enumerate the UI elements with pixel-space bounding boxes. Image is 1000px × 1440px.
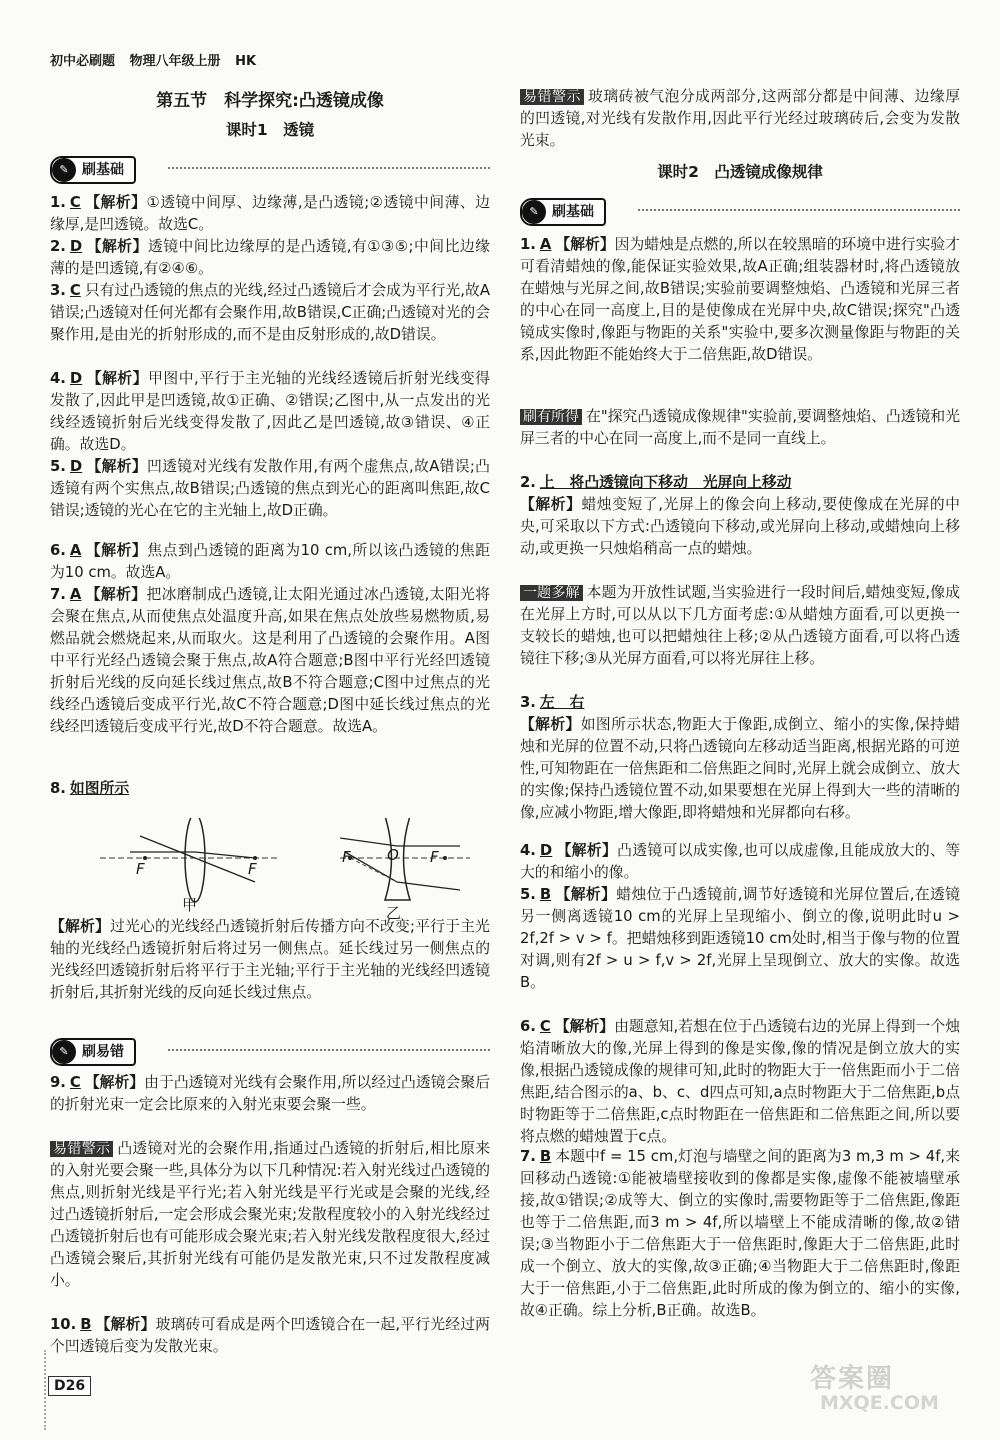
section-basic: ✎ 刷基础 [50, 156, 490, 184]
watermark-logo: 答案圈 [810, 1364, 895, 1394]
warning-note: 易错警示 玻璃砖被气泡分成两部分,这两部分都是中间薄、边缘厚的凹透镜,对光线有发散作用,因此平行光经过玻璃砖后,会变为发散光束。 [520, 88, 960, 149]
answer-item: 9. C 【解析】由于凸透镜对光线有会聚作用,所以经过凸透镜会聚后的折射光束一定会比原来的入射光束要会聚一些。 [50, 1074, 490, 1113]
answer-item: 7. B 本题中f = 15 cm,灯泡与墙壁之间的距离为3 m,3 m > 4f,来回移动凸透镜:①能被墙壁接收到的像都是实像,虚像不能被墙壁承接,故①错误;②成等大、倒立的实像时,需要物距等于二倍焦距,像距也等于二倍焦距,而3 m > 4f,所以墙壁上不能成清晰的像,故②错误;③当物距小于二倍焦距大于一倍焦距时,像距大于二倍焦距,此时成一个倒立、放大的实像,故③正确;④当物距大于二倍焦距时,像距大于一倍焦距,小于二倍焦距,此时所成的像为倒立的、缩小的实像,故④正确。综上分析,B正确。故选B。 [520, 1148, 960, 1319]
answer-item: 7. A 【解析】把冰磨制成凸透镜,让太阳光通过冰凸透镜,太阳光将会聚在焦点,从而使焦点处温度升高,如果在焦点处放些易燃物质,易燃品就会燃烧起来,从而取火。这是利用了凸透镜的会聚作用。A图中平行光经凸透镜会聚于焦点,故A符合题意;B图中平行光经凹透镜折射后光线的反向延长线过焦点,故B不符合题意;C图中过焦点的光线经凸透镜后变成平行光,故C不符合题意;D图中延长线过焦点的光线经凹透镜后变成平行光,故D不符合题意。故选A。 [50, 586, 490, 735]
focus-label: F [248, 860, 257, 878]
multi-solution-note: 一题多解 本题为开放性试题,当实验进行一段时间后,蜡烛变短,像成在光屏上方时,可以从以下几方面考虑:①从蜡烛方面看,可以更换一支较长的蜡烛,也可以把蜡烛往上移;②从凸透镜方面看,可以将凸透镜往下移;③从光屏方面看,可以将光屏往上移。 [520, 584, 960, 667]
answer-item: 2. D 【解析】透镜中间比边缘厚的是凸透镜,有①③⑤;中间比边缘薄的是凹透镜,有②④⑥。 [50, 238, 490, 277]
answer-explanation: 【解析】如图所示状态,物距大于像距,成倒立、缩小的实像,保持蜡烛和光屏的位置不动,只将凸透镜向左移动适当距离,根据光路的可逆性,可知物距在一倍焦距和二倍焦距之间时,光屏上就会成倒立、放大的实像;保持凸透镜位置不动,如果要想在光屏上得到大一些的清晰的像,应减小物距,增大像距,即将蜡烛和光屏都向右移。 [520, 716, 960, 821]
warning-note: 易错警示 凸透镜对光的会聚作用,指通过凸透镜的折射后,相比原来的入射光要会聚一些,具体分为以下几种情况:若入射光线过凸透镜的焦点,则折射光线是平行光;若入射光线是平行光或是会聚的光线,经过凸透镜折射后,一定会形成会聚光束;发散程度较小的入射光线经过凸透镜折射后也有可能形成会聚光束;若入射光线发散程度很大,经过凸透镜会聚后,其折射光线有可能仍是发散光束,只不过发散程度减小。 [50, 1140, 490, 1289]
answer-item: 5. B 【解析】蜡烛位于凸透镜前,调节好透镜和光屏位置后,在透镜另一侧离透镜10 cm的光屏上呈现缩小、倒立的像,说明此时u > 2f,2f > v > f。把蜡烛移到距透镜10 cm处时,相当于像与物的位置对调,则有2f > u > f,v > 2f,光屏上呈现倒立、放大的实像。故选B。 [520, 886, 960, 991]
book-name: 初中必刷题 [50, 54, 116, 69]
answer-item: 2. 上 将凸透镜向下移动 光屏向上移动 [520, 474, 792, 491]
lens-diagram [50, 818, 490, 922]
focus-label: F [342, 848, 351, 866]
answer-item: 4. D 【解析】甲图中,平行于主光轴的光线经透镜后折射光线变得发散了,因此甲是凹透镜,故①正确、②错误;乙图中,从一点发出的光线经透镜折射后光线变得发散了,因此乙是凹透镜,故③错误、④正确。故选D。 [50, 370, 490, 453]
ray-diagram-svg [50, 818, 490, 910]
focus-label: F [430, 848, 439, 866]
chapter-title: 第五节 科学探究:凸透镜成像 [156, 91, 384, 111]
focus-label: F [136, 860, 145, 878]
answer-explanation: 【解析】过光心的光线经凸透镜折射后传播方向不改变;平行于主光轴的光线经凸透镜折射后将过另一侧焦点。延长线过另一侧焦点的光线经凹透镜折射后将平行于主光轴;平行于主光轴的光线经凹透镜折射后,其折射光线的反向延长线过焦点。 [50, 918, 490, 1001]
figure-label-a: 甲 [182, 896, 198, 914]
page-header [50, 50, 266, 69]
answer-item: 4. D 【解析】凸透镜可以成实像,也可以成虚像,且能成放大的、等大的和缩小的像。 [520, 842, 960, 881]
subject-name: 物理八年级上册 [129, 54, 221, 69]
lesson-title: 课时2 凸透镜成像规律 [657, 163, 823, 181]
edition-name: HK [235, 54, 257, 69]
answer-item: 1. C 【解析】①透镜中间厚、边缘薄,是凸透镜;②透镜中间薄、边缘厚,是凹透镜。故选C。 [50, 194, 490, 233]
lesson-title: 课时1 透镜 [225, 121, 315, 139]
margin-dots [0, 1350, 46, 1430]
pencil-icon: ✎ [52, 158, 76, 182]
section-mistakes: ✎ 刷易错 [50, 1038, 490, 1066]
answer-item: 6. C 【解析】由题意知,若想在位于凸透镜右边的光屏上得到一个烛焰清晰放大的像,光屏上得到的像是实像,像的情况是倒立放大的实像,根据凸透镜成像的规律可知,此时的物距大于一倍焦距而小于二倍焦距,结合图示的a、b、c、d四点可知,a点时物距大于二倍焦距,b点时物距等于二倍焦距,c点时物距在一倍焦距和二倍焦距之间,所以要将点燃的蜡烛置于c点。 [520, 1018, 960, 1145]
page-number: D26 [48, 1376, 91, 1396]
answer-item: 5. D 【解析】凹透镜对光线有发散作用,有两个虚焦点,故A错误;凸透镜有两个实焦点,故B错误;凸透镜的焦点到光心的距离叫焦距,故C错误;透镜的光心在它的主光轴上,故D正确。 [50, 458, 490, 519]
optical-center-label: O [387, 846, 399, 864]
watermark-url: MXQE.COM [820, 1392, 939, 1414]
tip-note: 刷有所得 在"探究凸透镜成像规律"实验前,要调整烛焰、凸透镜和光屏三者的中心在同一高度上,而不是同一直线上。 [520, 408, 960, 447]
pencil-icon: ✎ [52, 1040, 76, 1064]
answer-explanation: 【解析】蜡烛变短了,光屏上的像会向上移动,要使像成在光屏的中央,可采取以下方式:凸透镜向下移动,或光屏向上移动,或蜡烛向上移动,或更换一只烛焰稍高一点的蜡烛。 [520, 496, 960, 557]
answer-item: 8. 如图所示 [50, 780, 130, 797]
answer-item: 10. B 【解析】玻璃砖可看成是两个凹透镜合在一起,平行光经过两个凹透镜后变为发散光束。 [50, 1316, 490, 1355]
answer-item: 1. A 【解析】因为蜡烛是点燃的,所以在较黑暗的环境中进行实验才可看清蜡烛的像,能保证实验效果,故A正确;组装器材时,将凸透镜放在蜡烛与光屏之间,故B错误;实验前要调整烛焰、凸透镜和光屏三者的中心在同一高度上,目的是使像成在光屏中央,故C错误;探究"凸透镜成实像时,像距与物距的关系"实验中,要多次测量像距与物距的关系,因此物距不能始终大于二倍焦距,故D错误。 [520, 236, 960, 363]
figure-label-b: 乙 [386, 904, 402, 922]
pencil-icon: ✎ [522, 200, 546, 224]
answer-item: 6. A 【解析】焦点到凸透镜的距离为10 cm,所以该凸透镜的焦距为10 cm。故选A。 [50, 542, 490, 581]
answer-item: 3. C 只有过凸透镜的焦点的光线,经过凸透镜后才会成为平行光,故A错误;凸透镜对任何光都有会聚作用,故B错误,C正确;凸透镜对光的会聚作用,是由光的折射形成的,而不是由反射形成的,故D错误。 [50, 282, 490, 343]
section-basic: ✎ 刷基础 [520, 198, 960, 226]
answer-item: 3. 左 右 [520, 694, 585, 711]
